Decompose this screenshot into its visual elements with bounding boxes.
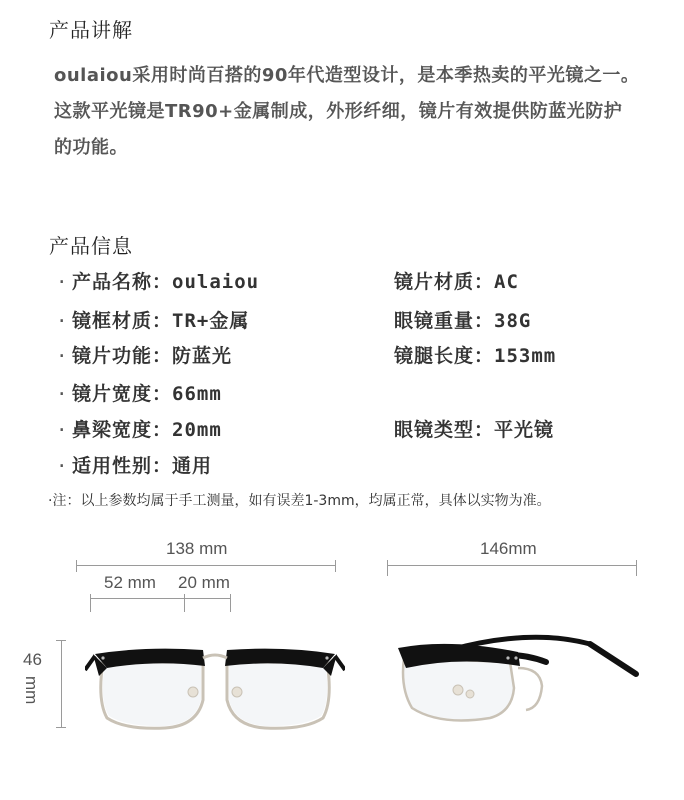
info-title: 产品信息 [49,234,133,258]
measurement-note: ·注：以上参数均属于手工测量，如有误差1-3mm，均属正常，具体以实物为准。 [48,493,551,509]
intro-title: 产品讲解 [49,18,133,42]
info-item-lens-material: 镜片材质：AC [394,271,519,293]
total-width-label: 138 mm [166,539,228,558]
glasses-front-image [85,640,345,735]
intro-line: 的功能。 [54,137,128,158]
info-item-temple-length: 镜腿长度：153mm [394,345,557,367]
glasses-side-image [390,628,645,738]
bridge-tick-right [230,594,231,612]
info-item-lens-function: · 镜片功能：防蓝光 [56,345,233,367]
temple-length-label: 146mm [480,539,537,558]
temple-tick-right [636,560,637,576]
intro-description [54,58,682,166]
height-tick-bottom [56,727,66,728]
temple-length-line [387,565,637,566]
height-label: 46 mm [22,650,42,705]
info-item-glasses-type: 眼镜类型：平光镜 [394,419,555,441]
info-item-gender: · 适用性别：通用 [56,455,213,477]
height-line [61,640,62,728]
temple-tick-left [387,560,388,576]
bullet: · [56,271,69,293]
intro-line: 这款平光镜是TR90+金属制成，外形纤细，镜片有效提供防蓝光防护 [54,101,623,122]
lens-tick-left [90,594,91,612]
total-width-tick-right [335,560,336,572]
lens-tick-mid [184,594,185,612]
bullet: · [56,345,69,367]
bullet: · [56,419,69,441]
bullet: · [56,383,69,405]
info-item-name: · 产品名称：oulaiou [56,271,260,293]
total-width-line [76,565,336,566]
intro-line: oulaiou采用时尚百搭的90年代造型设计，是本季热卖的平光镜之一。 [54,65,640,86]
height-tick-top [56,640,66,641]
info-item-frame-material: · 镜框材质：TR+金属 [56,310,250,332]
bullet: · [56,455,69,477]
lens-width-label: 52 mm [104,573,156,592]
bridge-width-label: 20 mm [178,573,230,592]
info-item-lens-width: · 镜片宽度：66mm [56,383,222,405]
info-item-bridge-width: · 鼻梁宽度：20mm [56,419,222,441]
info-item-weight: 眼镜重量：38G [394,310,532,332]
bullet: · [56,310,69,332]
lens-bridge-line [90,598,230,599]
total-width-tick-left [76,560,77,572]
